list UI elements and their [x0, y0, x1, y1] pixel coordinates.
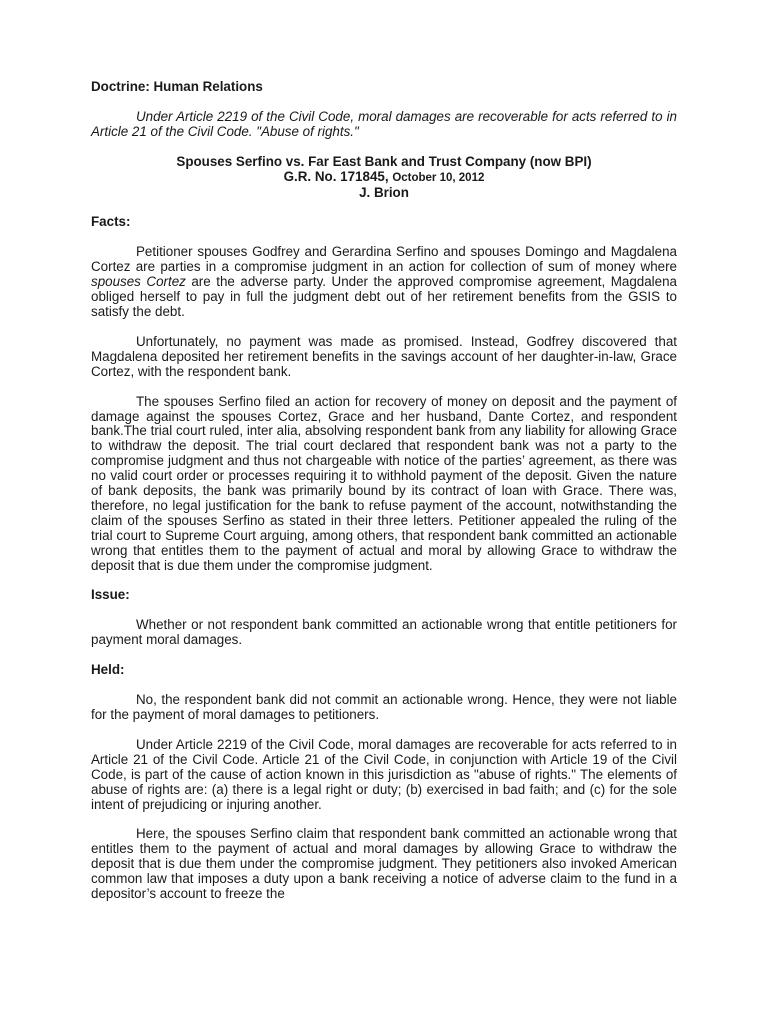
- case-gr-line: [91, 170, 677, 186]
- case-gr-no: G.R. No. 171845,: [283, 168, 389, 184]
- facts-p1-before: Petitioner spouses Godfrey and Gerardina Serfino and spouses Domingo and Magdalena Cortez are parties in a compromise judgment in an action for collection of sum of money where: [91, 244, 677, 275]
- doctrine-text: Under Article 2219 of the Civil Code, moral damages are recoverable for acts referred to in Article 21 of the Civil Code. "Abuse of rights.": [91, 108, 677, 139]
- issue-text: Whether or not respondent bank committed an actionable wrong that entitle petitioners for payment moral damages.: [91, 617, 677, 648]
- case-ponente: J. Brion: [359, 184, 409, 200]
- facts-heading: Facts:: [91, 214, 131, 230]
- case-date: October 10, 2012: [392, 171, 485, 184]
- facts-paragraph-1: [91, 245, 677, 320]
- held-paragraph-2: Under Article 2219 of the Civil Code, moral damages are recoverable for acts referred to in Article 21 of the Civil Code. Article 21 of the Civil Code, in conjunction with Article 19 of the Civil Code, is part of the cause of action known in this jurisdiction as "abuse of rights." The elements of abuse of rights are: (a) there is a legal right or duty; (b) exercised in bad faith; and (c) for the sole intent of prejudicing or injuring another.: [91, 736, 677, 812]
- facts-paragraph-2: Unfortunately, no payment was made as promised. Instead, Godfrey discovered that Magdalena deposited her retirement benefits in the savings account of her daughter-in-law, Grace Cortez, with the respondent bank.: [91, 333, 677, 379]
- case-title: Spouses Serfino vs. Far East Bank and Trust Company (now BPI): [176, 153, 592, 169]
- facts-p1-italic: spouses Cortez: [91, 274, 186, 290]
- held-paragraph-1: No, the respondent bank did not commit an actionable wrong. Hence, they were not liable for the payment of moral damages to petitioners.: [91, 692, 677, 722]
- facts-p1-after: are the adverse party. Under the approved compromise agreement, Magdalena obliged herself to pay in full the judgment debt out of her retirement benefits from the GSIS to satisfy the debt.: [91, 274, 677, 319]
- facts-paragraph-3: The spouses Serfino filed an action for recovery of money on deposit and the payment of damage against the spouses Cortez, Grace and her husband, Dante Cortez, and respondent bank.The trial court ruled, inter alia, absolving respondent bank from any liability for allowing Grace to withdraw the deposit. The trial court declared that respondent bank was not a party to the compromise judgment and thus not chargeable with notice of the parties’ agreement, as there was no valid court order or processes requiring it to withhold payment of the deposit. Given the nature of bank deposits, the bank was primarily bound by its contract of loan with Grace. There was, therefore, no legal justification for the bank to refuse payment of the account, notwithstanding the claim of the spouses Serfino as stated in their three letters. Petitioner appealed the ruling of the trial court to Supreme Court arguing, among others, that respondent bank committed an actionable wrong that entitles them to the payment of actual and moral by allowing Grace to withdraw the deposit that is due them under the compromise judgment.: [91, 393, 677, 573]
- held-heading: Held:: [91, 662, 125, 678]
- issue-heading: Issue:: [91, 587, 130, 603]
- doctrine-heading: Doctrine: Human Relations: [91, 79, 263, 94]
- document-page: [91, 80, 677, 902]
- held-paragraph-3: Here, the spouses Serfino claim that respondent bank committed an actionable wrong that entitles them to the payment of actual and moral damages by allowing Grace to withdraw the deposit that is due them under the compromise judgment. They petitioners also invoked American common law that imposes a duty upon a bank receiving a notice of adverse claim to the fund in a depositor’s account to freeze the: [91, 826, 677, 902]
